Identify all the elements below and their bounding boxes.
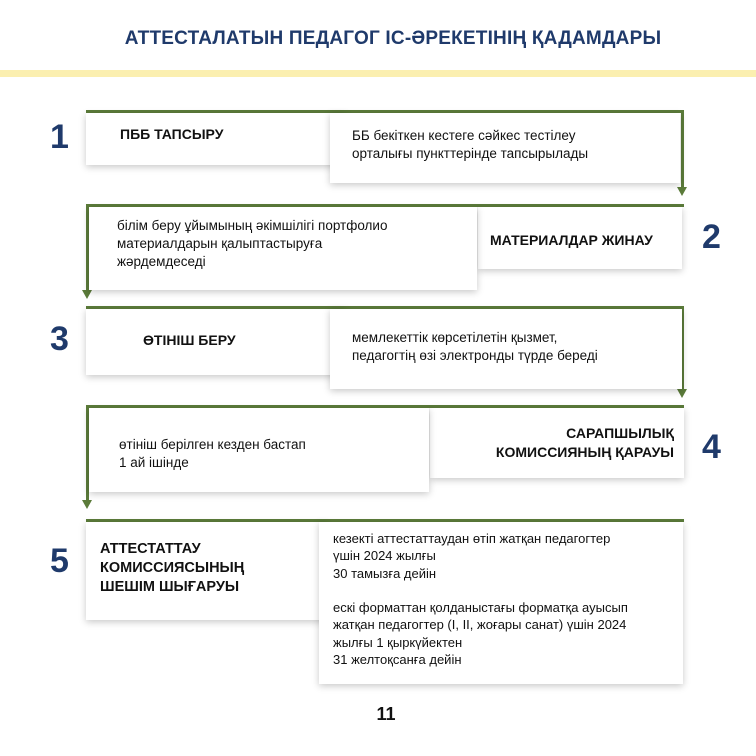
step-3-name-box: ӨТІНІШ БЕРУ [86, 309, 346, 375]
step-3-detail-box: мемлекеттік көрсетілетін қызмет, педагогтің өзі электронды түрде береді [330, 309, 682, 389]
step-2-number: 2 [702, 218, 721, 256]
page-number: 11 [376, 704, 396, 724]
step-1-connector-right [681, 110, 684, 188]
step-1-number: 1 [50, 118, 69, 156]
step-5-number: 5 [50, 542, 69, 580]
step-2-detail-box: білім беру ұйымының әкімшілігі портфолио материалдарын қалыптастыруға жәрдемдеседі [89, 207, 477, 290]
step-1-arrow-icon [677, 187, 687, 196]
step-3-number: 3 [50, 320, 69, 358]
step-2-arrow-icon [82, 290, 92, 299]
step-1-detail-box: ББ бекіткен кестеге сәйкес тестілеу орталығы пункттерінде тапсырылады [330, 113, 680, 183]
step-4-number: 4 [702, 428, 721, 466]
step-2-name-box: МАТЕРИАЛДАР ЖИНАУ [478, 207, 682, 269]
step-4-name-box: САРАПШЫЛЫҚ КОМИССИЯНЫҢ ҚАРАУЫ [430, 408, 684, 478]
step-5-detail-box: кезекті аттестаттаудан өтіп жатқан педагогтер үшін 2024 жылғы 30 тамызға дейін ескі форматтан қолданыстағы форматқа ауысып жатқан педагогтер (I, II, жоғары санат) үшін 2024 жылғы 1 қыркүйектен 31 желтоқсанға дейін [319, 522, 683, 684]
title-underline-bar [0, 70, 756, 77]
step-5-name-box: АТТЕСТАТТАУ КОМИССИЯСЫНЫҢ ШЕШІМ ШЫҒАРУЫ [86, 522, 326, 620]
step-1-name-box: ПББ ТАПСЫРУ [86, 113, 346, 165]
step-4-detail-box: өтініш берілген кезден бастап 1 ай ішінде [89, 408, 429, 492]
step-4-arrow-icon [82, 500, 92, 509]
step-3-arrow-icon [677, 389, 687, 398]
page-title: АТТЕСТАЛАТЫН ПЕДАГОГ ІС-ӘРЕКЕТІНІҢ ҚАДАМДАРЫ [124, 28, 662, 49]
